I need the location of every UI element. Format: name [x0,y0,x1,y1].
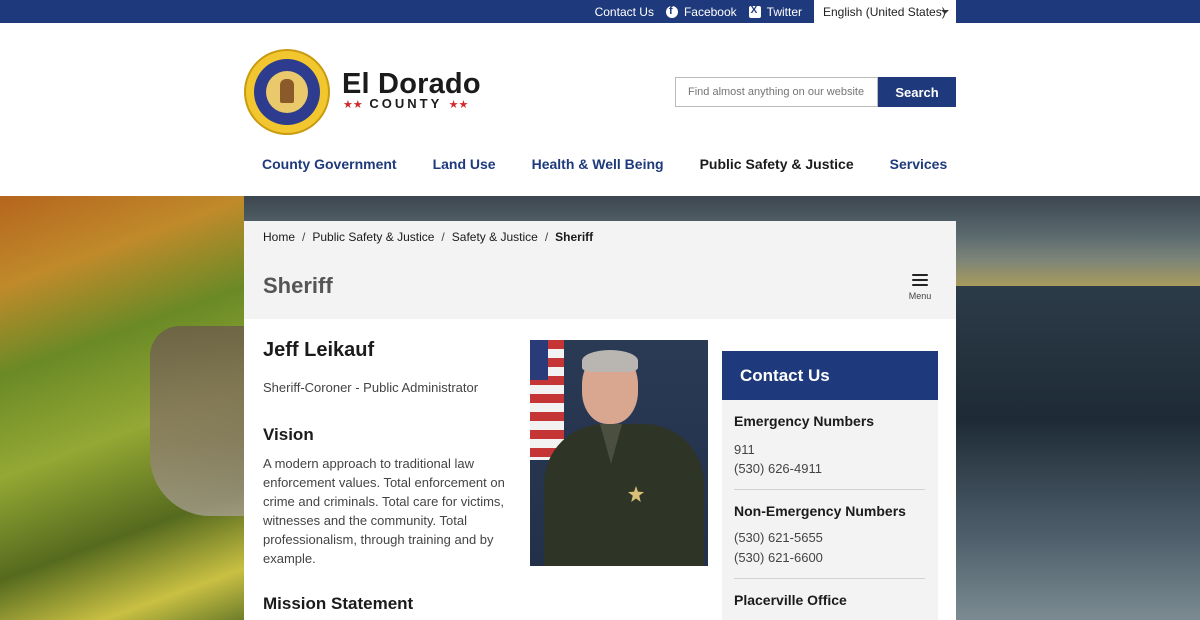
site-header [0,23,1200,196]
vision-text: A modern approach to traditional law enforcement values. Total enforcement on crime and criminals. Total care for victims, witnesses and the community. Total professionalism, through training and by example. [263,456,505,566]
county-seal-logo[interactable] [244,49,330,135]
brand-name[interactable]: El Dorado [342,68,481,100]
emergency-number[interactable]: (530) 626-4911 [734,461,822,476]
facebook-label: Facebook [683,4,737,19]
nav-health-well-being[interactable]: Health & Well Being [531,156,664,172]
sheriff-role: Sheriff-Coroner - Public Administrator [263,380,479,395]
non-emergency-number[interactable]: (530) 621-5655 [734,530,823,545]
page-title: Sheriff [263,273,333,298]
nav-land-use[interactable]: Land Use [432,156,496,172]
emergency-number[interactable]: 911 [734,442,755,457]
search-input[interactable] [675,77,878,107]
contact-us-link[interactable] [595,5,654,19]
placerville-office-heading: Placerville Office [734,592,847,608]
nav-public-safety-justice[interactable]: Public Safety & Justice [699,156,854,172]
breadcrumb-public-safety-justice[interactable]: Public Safety & Justice [312,230,435,244]
non-emergency-heading: Non-Emergency Numbers [734,503,906,519]
breadcrumb-safety-justice[interactable]: Safety & Justice [451,230,538,244]
sheriff-portrait [530,340,708,566]
breadcrumb-separator: / [441,230,445,244]
content-card [244,221,956,620]
contact-us-label: Contact Us [594,4,654,19]
menu-button[interactable] [900,274,940,304]
twitter-link[interactable] [749,5,802,19]
vision-heading: Vision [263,425,314,444]
twitter-label: Twitter [766,4,802,19]
language-select[interactable] [814,0,956,23]
flag-image [530,340,564,460]
breadcrumb-separator: / [302,230,306,244]
language-selected: English (United States) [823,4,946,19]
emergency-heading: Emergency Numbers [734,413,875,429]
divider [734,578,925,579]
brand-subtitle: ★★ COUNTY ★★ [343,96,469,111]
hamburger-menu-icon [912,274,928,286]
top-utility-bar [0,0,1200,23]
title-bar [244,221,956,319]
utility-links [595,0,956,23]
breadcrumb-home[interactable]: Home [263,230,296,244]
sheriff-name: Jeff Leikauf [263,339,375,361]
chevron-down-icon [941,10,949,14]
divider [734,489,925,490]
contact-panel [722,351,938,620]
facebook-link[interactable] [666,5,737,19]
breadcrumb-separator: / [544,230,549,244]
nav-services[interactable]: Services [889,156,948,172]
x-twitter-icon [749,6,761,18]
non-emergency-number[interactable]: (530) 621-6600 [734,550,823,565]
facebook-icon [666,6,678,18]
breadcrumb [263,230,593,244]
contact-heading: Contact Us [722,351,938,400]
mission-heading: Mission Statement [263,594,414,613]
breadcrumb-current: Sheriff [555,230,594,244]
search-button[interactable]: Search [878,77,956,107]
nav-county-government[interactable]: County Government [262,156,397,172]
menu-label: Menu [908,291,932,301]
main-navigation [244,153,956,175]
